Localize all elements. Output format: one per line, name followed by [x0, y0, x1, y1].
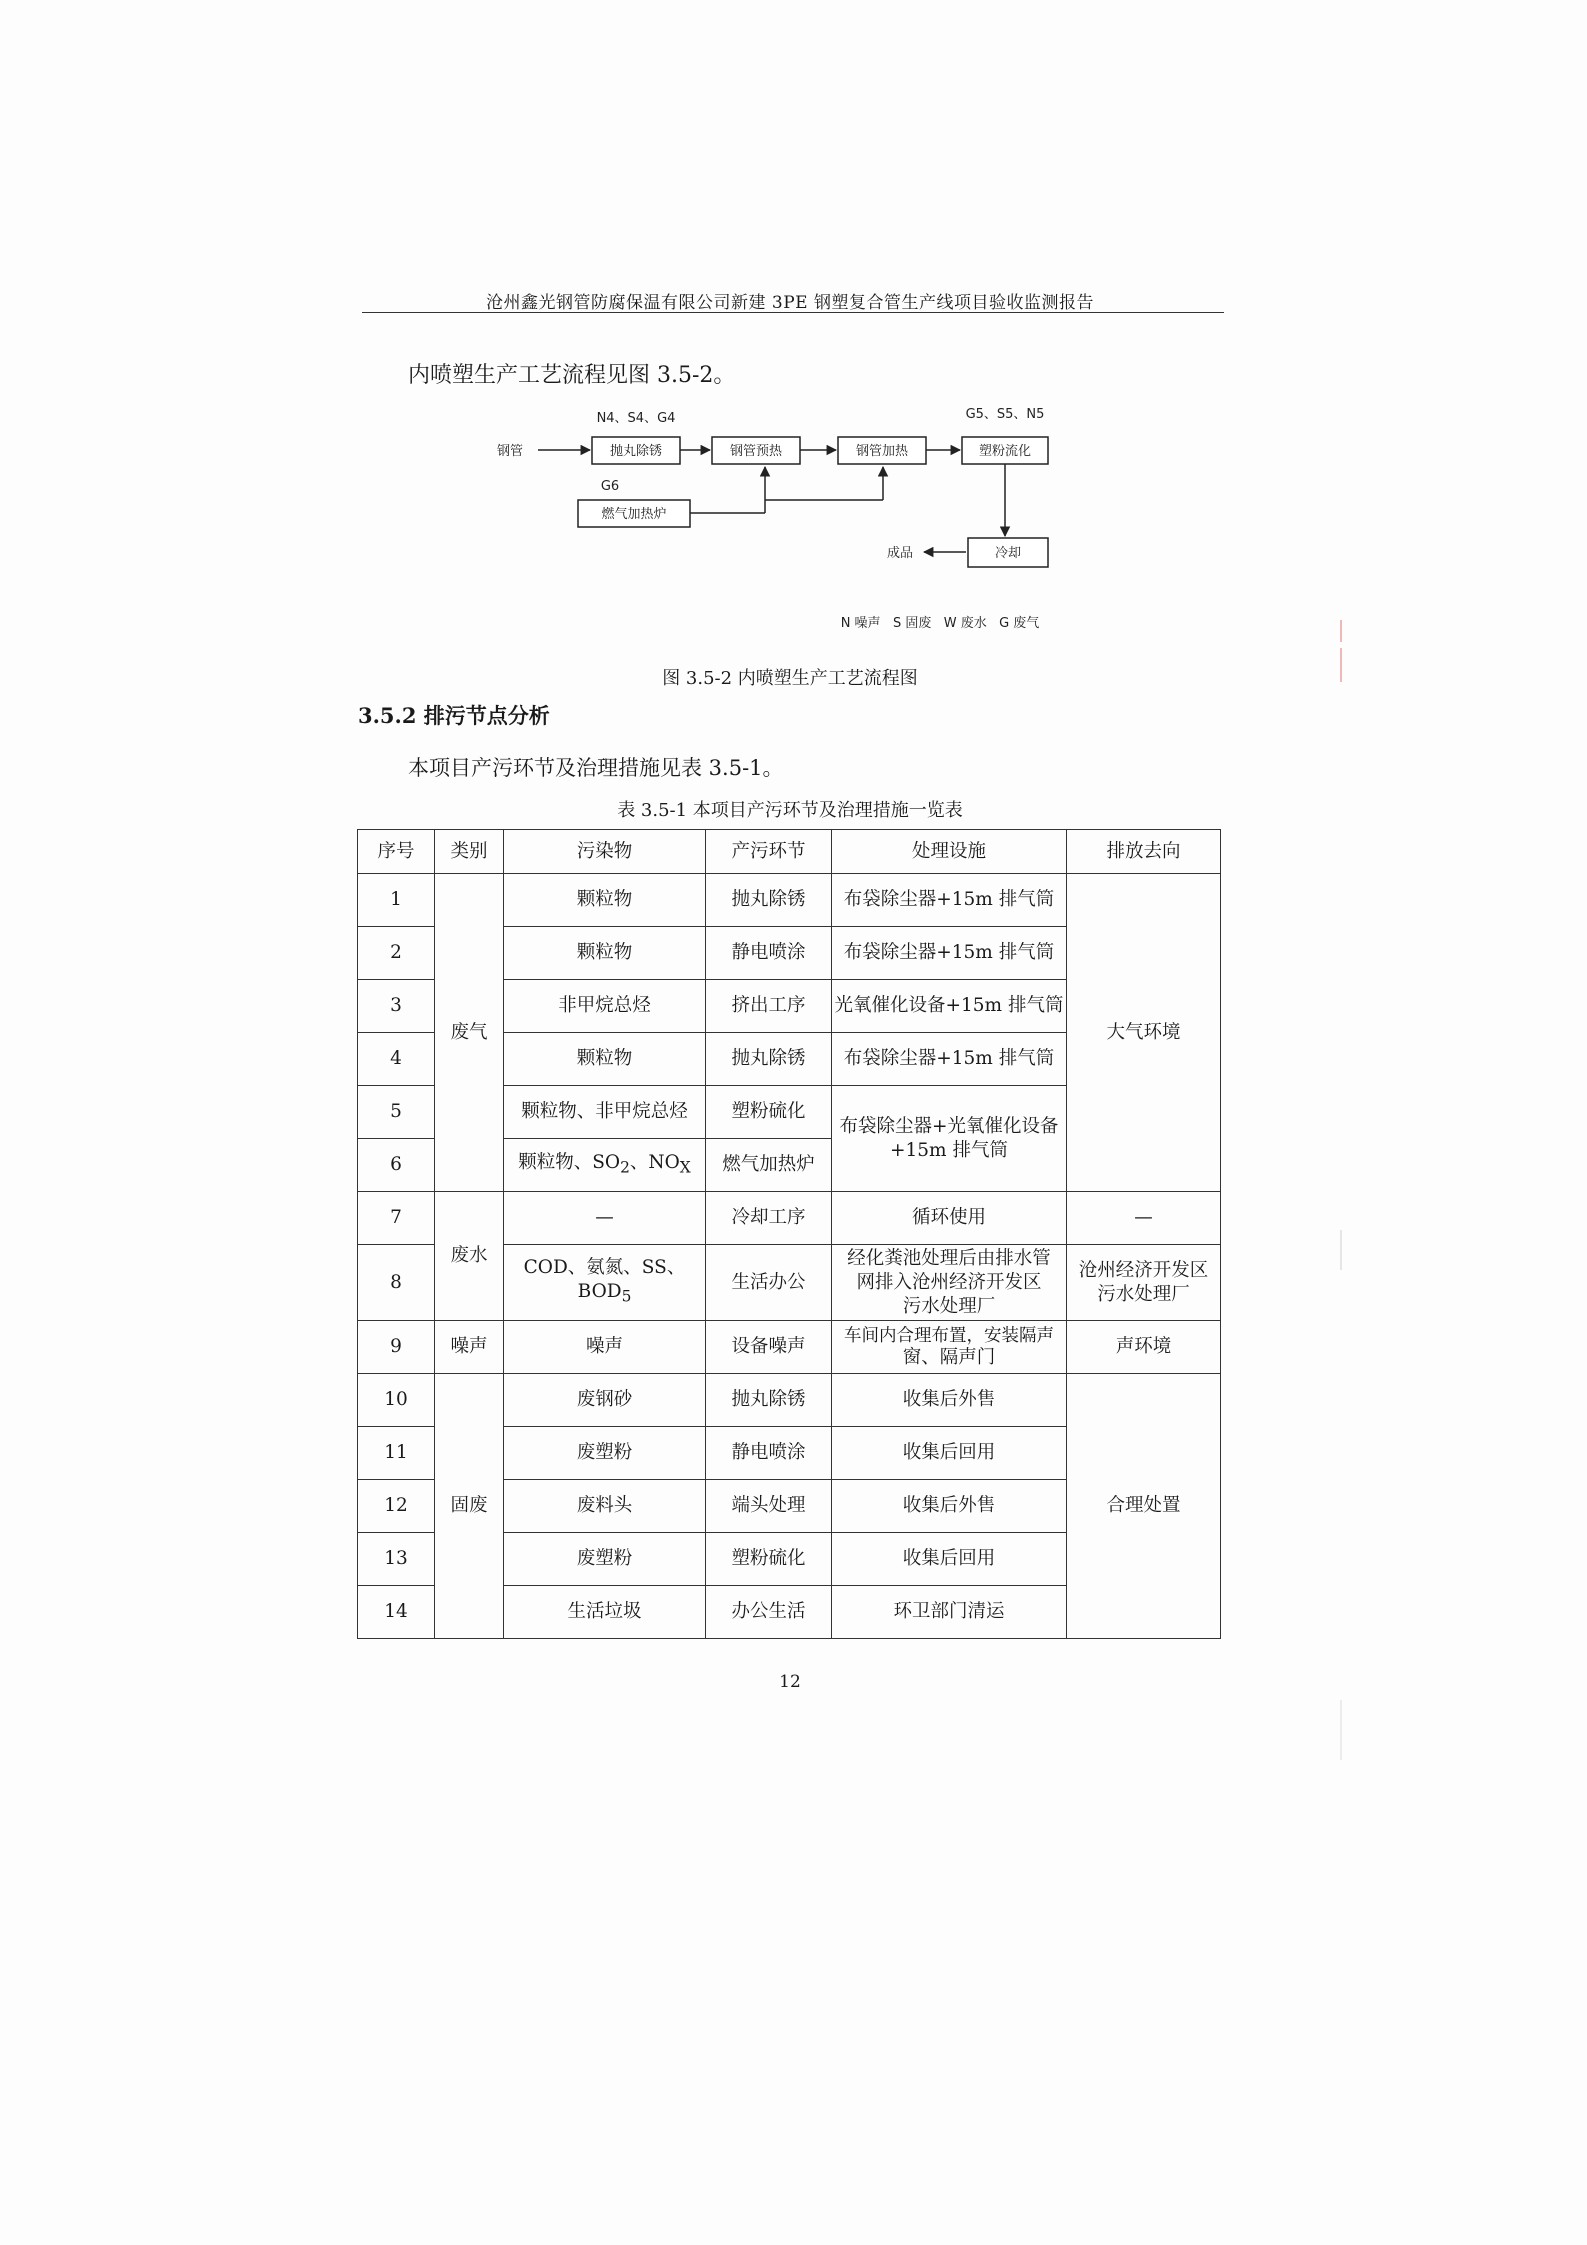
facility-cell-merged: [832, 1086, 1067, 1192]
source-cell: 生活办公: [706, 1245, 832, 1321]
facility-line: 网排入沧州经济开发区: [856, 1271, 1042, 1293]
pollutant-cell: 生活垃圾: [504, 1586, 706, 1639]
category-cell: 废水: [435, 1192, 504, 1321]
row-no: 7: [358, 1192, 435, 1245]
pollutant-text: COD、氨氮、SS、BOD: [523, 1257, 686, 1303]
header-cell: 产污环节: [706, 830, 832, 874]
flow-label-top-1: N4、S4、G4: [596, 411, 676, 426]
table-row: [358, 1192, 1221, 1245]
flow-box-2-label: 钢管预热: [729, 444, 783, 459]
header-cell: 序号: [358, 830, 435, 874]
pollutant-cell: 废料头: [504, 1480, 706, 1533]
header-rule: [362, 312, 1224, 313]
row-no: 1: [358, 874, 435, 927]
row-no: 11: [358, 1427, 435, 1480]
section-title: 3.5.2 排污节点分析: [358, 703, 550, 728]
table-row: [358, 1374, 1221, 1427]
source-cell: 塑粉硫化: [706, 1533, 832, 1586]
destination-line: 沧州经济开发区: [1078, 1259, 1209, 1281]
facility-cell: 环卫部门清运: [832, 1586, 1067, 1639]
flow-box-6-label: 冷却: [994, 546, 1022, 561]
header-cell: 污染物: [504, 830, 706, 874]
table-row: [358, 874, 1221, 927]
pollutant-cell: 颗粒物: [504, 927, 706, 980]
row-no: 10: [358, 1374, 435, 1427]
destination-cell: 合理处置: [1067, 1374, 1221, 1639]
pollutant-cell: [504, 1245, 706, 1321]
source-cell: 办公生活: [706, 1586, 832, 1639]
category-cell: 废气: [435, 874, 504, 1192]
table-row: [358, 1321, 1221, 1374]
flow-legend: N 噪声 S 固废 W 废水 G 废气: [840, 616, 1040, 631]
header-cell: 类别: [435, 830, 504, 874]
source-cell: 塑粉硫化: [706, 1086, 832, 1139]
header-cell: 排放去向: [1067, 830, 1221, 874]
pollutant-cell: 颗粒物: [504, 874, 706, 927]
flow-label-top-2: G5、S5、N5: [965, 407, 1045, 422]
category-cell: 固废: [435, 1374, 504, 1639]
facility-cell: 收集后回用: [832, 1533, 1067, 1586]
row-no: 14: [358, 1586, 435, 1639]
facility-cell: 循环使用: [832, 1192, 1067, 1245]
facility-line: 布袋除尘器+光氧催化设备: [839, 1115, 1059, 1137]
facility-line: 车间内合理布置，安装隔声: [844, 1326, 1054, 1346]
subscript: X: [679, 1158, 691, 1177]
flow-box-5-label: 燃气加热炉: [601, 507, 667, 522]
flow-box-3-label: 钢管加热: [855, 444, 909, 459]
pollutant-cell: 废塑粉: [504, 1533, 706, 1586]
flow-input: 钢管: [496, 444, 524, 459]
facility-line: 经化粪池处理后由排水管: [847, 1247, 1051, 1269]
table-header-row: [358, 830, 1221, 874]
facility-cell: [832, 1245, 1067, 1321]
facility-cell: 收集后外售: [832, 1374, 1067, 1427]
source-cell: 静电喷涂: [706, 1427, 832, 1480]
destination-cell: 声环境: [1067, 1321, 1221, 1374]
pollutant-cell: 噪声: [504, 1321, 706, 1374]
scan-mark: [1340, 648, 1342, 682]
destination-line: 污水处理厂: [1097, 1283, 1190, 1305]
pollutant-cell: [504, 1139, 706, 1192]
source-cell: 抛丸除锈: [706, 874, 832, 927]
row-no: 2: [358, 927, 435, 980]
facility-cell: 布袋除尘器+15m 排气筒: [832, 874, 1067, 927]
facility-cell: 布袋除尘器+15m 排气筒: [832, 927, 1067, 980]
source-cell: 设备噪声: [706, 1321, 832, 1374]
facility-cell: 光氧催化设备+15m 排气筒: [832, 980, 1067, 1033]
scan-mark: [1340, 1700, 1342, 1760]
scan-mark: [1340, 1230, 1342, 1270]
facility-cell: 收集后回用: [832, 1427, 1067, 1480]
pollutant-cell: 非甲烷总烃: [504, 980, 706, 1033]
scan-mark: [1340, 620, 1342, 642]
row-no: 8: [358, 1245, 435, 1321]
destination-cell: [1067, 1245, 1221, 1321]
row-no: 6: [358, 1139, 435, 1192]
facility-cell: [832, 1321, 1067, 1374]
flow-output: 成品: [886, 546, 914, 561]
table-caption: 表 3.5-1 本项目产污环节及治理措施一览表: [617, 800, 963, 821]
pollutant-cell: 废钢砂: [504, 1374, 706, 1427]
row-no: 3: [358, 980, 435, 1033]
row-no: 4: [358, 1033, 435, 1086]
facility-cell: 布袋除尘器+15m 排气筒: [832, 1033, 1067, 1086]
destination-cell: —: [1067, 1192, 1221, 1245]
row-no: 5: [358, 1086, 435, 1139]
facility-line: 污水处理厂: [902, 1295, 996, 1317]
header-cell: 处理设施: [832, 830, 1067, 874]
process-flow-diagram: [480, 400, 1080, 640]
flow-box-1-label: 抛丸除锈: [609, 444, 663, 459]
destination-cell: 大气环境: [1067, 874, 1221, 1192]
subscript: 5: [621, 1287, 632, 1306]
facility-line: +15m 排气筒: [890, 1139, 1008, 1161]
source-cell: 抛丸除锈: [706, 1374, 832, 1427]
source-cell: 冷却工序: [706, 1192, 832, 1245]
source-cell: 抛丸除锈: [706, 1033, 832, 1086]
pollutant-cell: —: [504, 1192, 706, 1245]
category-cell: 噪声: [435, 1321, 504, 1374]
source-cell: 燃气加热炉: [706, 1139, 832, 1192]
paragraph: 本项目产污环节及治理措施见表 3.5-1。: [408, 756, 784, 780]
pollutant-text: 颗粒物、SO: [518, 1151, 621, 1173]
row-no: 13: [358, 1533, 435, 1586]
facility-cell: 收集后外售: [832, 1480, 1067, 1533]
source-cell: 静电喷涂: [706, 927, 832, 980]
pollutant-text: 、NO: [629, 1151, 680, 1173]
row-no: 12: [358, 1480, 435, 1533]
pollutant-cell: 颗粒物: [504, 1033, 706, 1086]
pollutant-cell: 废塑粉: [504, 1427, 706, 1480]
row-no: 9: [358, 1321, 435, 1374]
pollutant-cell: 颗粒物、非甲烷总烃: [504, 1086, 706, 1139]
page-number: 12: [779, 1672, 801, 1692]
flow-box-4-label: 塑粉流化: [978, 444, 1032, 459]
facility-line: 窗、隔声门: [902, 1347, 996, 1368]
source-cell: 挤出工序: [706, 980, 832, 1033]
pollution-table: [357, 829, 1221, 1639]
intro-text: 内喷塑生产工艺流程见图 3.5-2。: [408, 363, 736, 388]
source-cell: 端头处理: [706, 1480, 832, 1533]
page-header: 沧州鑫光钢管防腐保温有限公司新建 3PE 钢塑复合管生产线项目验收监测报告: [486, 293, 1094, 313]
subscript: 2: [620, 1158, 630, 1177]
flow-label-g6: G6: [600, 479, 620, 494]
figure-caption: 图 3.5-2 内喷塑生产工艺流程图: [662, 668, 918, 689]
